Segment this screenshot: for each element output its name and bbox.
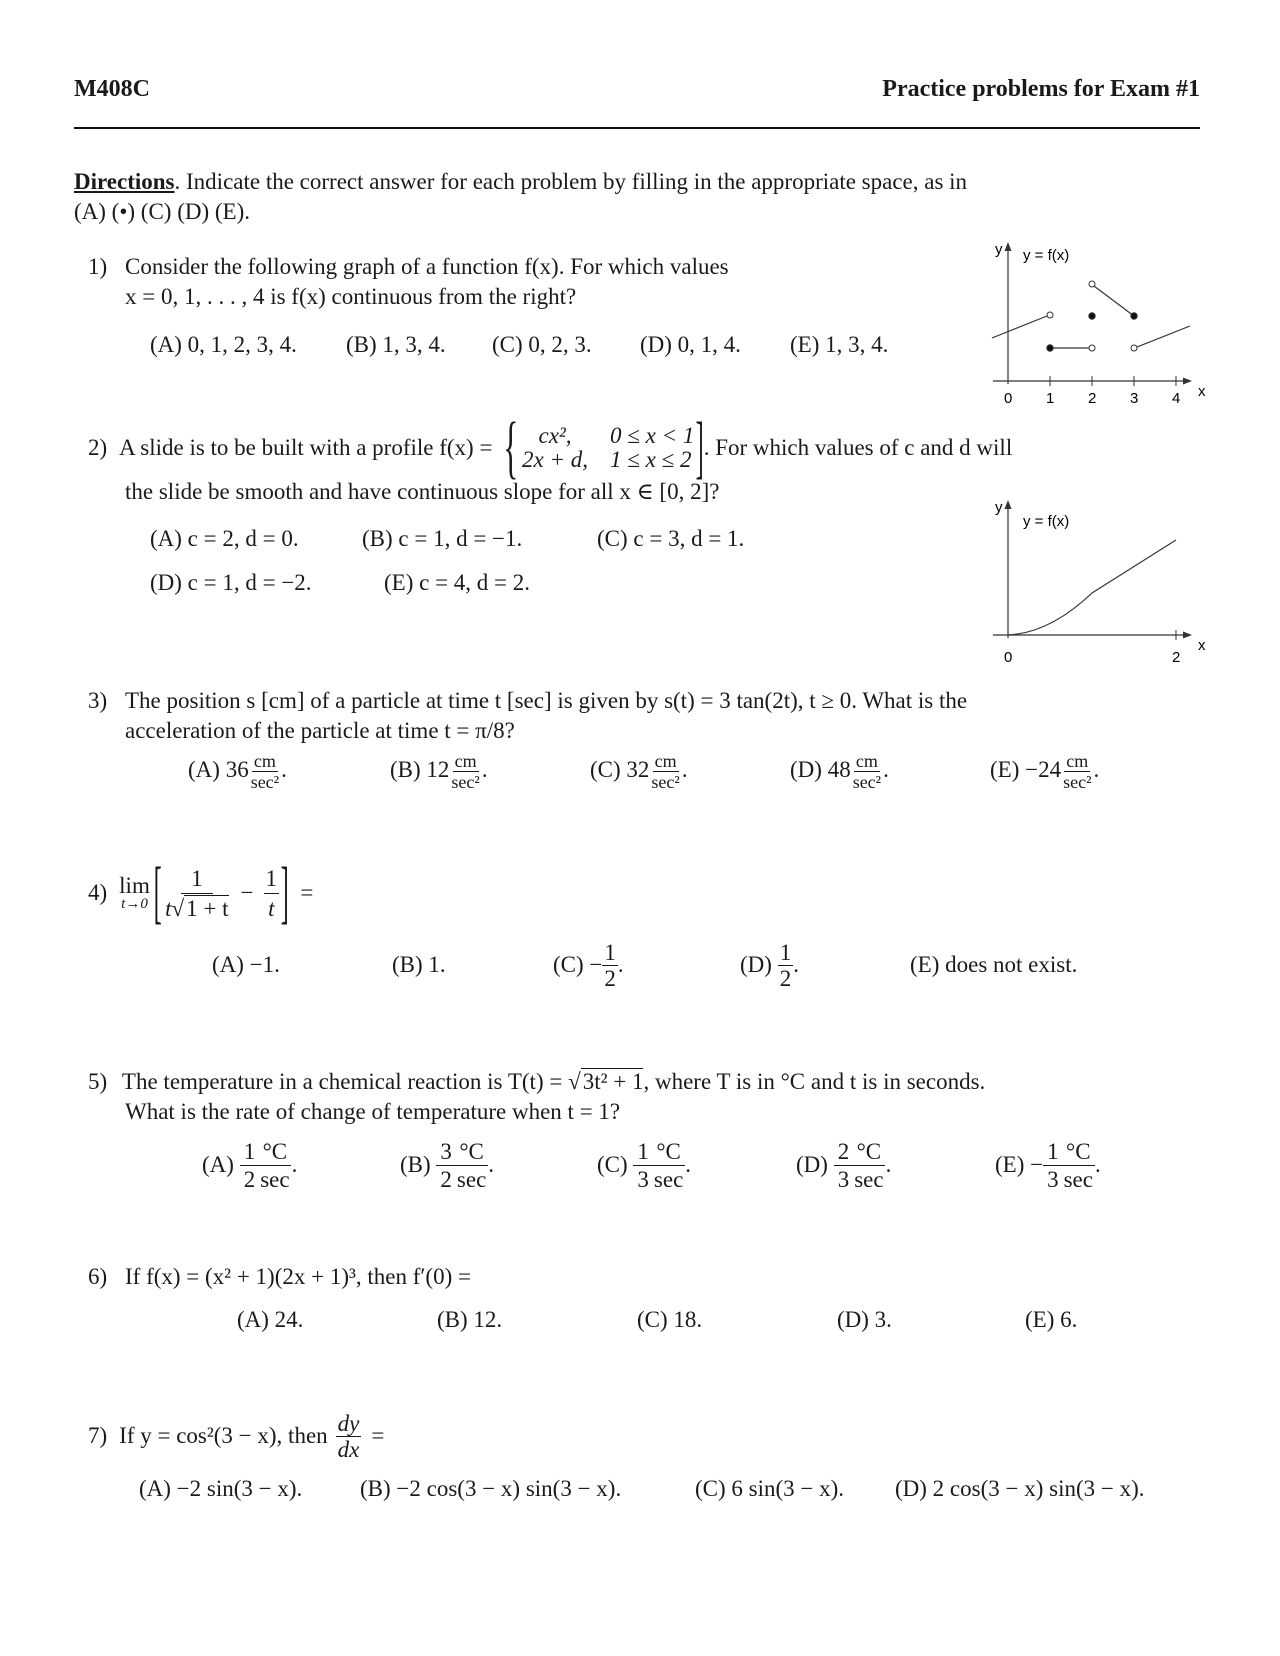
problem-4-number: 4) <box>88 880 108 905</box>
unit-num: °C <box>259 1140 292 1166</box>
unit-num: cm <box>253 751 276 771</box>
graph1-open-point <box>1089 281 1095 287</box>
equals-sign: = <box>371 1423 385 1448</box>
problem-5-radicand: 3t² + 1 <box>582 1069 644 1094</box>
choice-label: (C) <box>553 952 584 977</box>
problem-2-line1: 2) A slide is to be built with a profile f(x) = { cx², 0 ≤ x < 1 2x + d, 1 ≤ x ≤ 2 ] . For which values of c and d will <box>88 409 1013 486</box>
problem-4-choice-c[interactable]: (C) − $\frac{1}{2}$ . <box>553 939 624 991</box>
problem-4-fraction-2 <box>264 867 280 920</box>
problem-1-graph <box>985 240 1215 415</box>
case2-expr: 2x + d, <box>522 447 589 472</box>
choice-text: −1. <box>249 952 280 977</box>
choice-value: −24 <box>1025 756 1062 782</box>
limit-label: lim <box>119 873 150 898</box>
unit-num: cm <box>855 751 878 771</box>
graph2-x-label: x <box>1198 637 1206 654</box>
graph1-open-point <box>1089 345 1095 351</box>
unit-den: sec² <box>651 772 680 792</box>
choice-label: (A) <box>202 1152 234 1177</box>
fraction-2-den: t <box>268 895 275 921</box>
choice-label: (A) <box>212 952 244 977</box>
problem-2-tail: . For which values of c and d will <box>703 435 1013 460</box>
problem-3-choice-a[interactable]: (A) 36 $\frac{cm}{\text{sec²}}$ . <box>188 751 287 792</box>
num-value: 1 <box>243 1138 256 1164</box>
problem-4-choice-d[interactable]: (D) $\frac{1}{2}$ . <box>740 939 799 991</box>
problem-3-choice-e[interactable]: (E) −24 $\frac{cm}{\text{sec²}}$ . <box>990 751 1100 792</box>
page-title: Practice problems for Exam #1 <box>882 76 1200 102</box>
problem-5-choice-c[interactable]: (C) $\frac{1}{3}$ $\frac{^\circ C}{\sec}$ . <box>597 1138 692 1192</box>
unit-den: sec² <box>852 772 882 792</box>
problem-5-line1-a: The temperature in a chemical reaction is T(t) = <box>121 1069 563 1094</box>
problem-5-line2: What is the rate of change of temperature when t = 1? <box>125 1099 621 1124</box>
problem-4-expression: 4) lim t→0 [ $\frac{1}{t√1 + t}$ − $\frac{1}{t}$ ] = <box>88 854 314 931</box>
problem-2-choice-d[interactable]: (D) c = 1, d = −2. <box>150 570 312 595</box>
problem-2-choice-a[interactable]: (A) c = 2, d = 0. <box>150 526 299 551</box>
choice-num <box>1043 1140 1063 1166</box>
fraction-2-num: 1 <box>264 867 280 894</box>
unit-num: cm <box>454 751 477 771</box>
problem-2-choice-b[interactable]: (B) c = 1, d = −1. <box>362 526 523 551</box>
directions <box>74 167 967 197</box>
choice-label: (B) <box>400 1152 431 1177</box>
problem-7-number: 7) <box>88 1423 108 1448</box>
graph1-x-label: x <box>1198 383 1206 400</box>
choice-sign: − <box>1030 1152 1044 1177</box>
graph2-tick-2: 2 <box>1172 649 1181 666</box>
fraction-1-den-rad: 1 + t <box>186 895 229 921</box>
problem-2-lead: A slide is to be built with a profile f(x) = <box>119 435 493 460</box>
choice-value: 48 <box>827 756 851 782</box>
num-value: 1 <box>1047 1138 1059 1164</box>
choice-num: 1 <box>779 939 792 965</box>
problem-1-line2: x = 0, 1, . . . , 4 is f(x) continuous from the right? <box>125 284 577 309</box>
problem-4-choice-b[interactable] <box>392 952 446 978</box>
problem-3-choice-c[interactable]: (C) 32 $\frac{cm}{\text{sec²}}$ . <box>590 751 688 792</box>
unit-den: sec² <box>1063 772 1092 792</box>
graph2-y-arrow <box>1005 500 1012 509</box>
choice-label: (D) <box>790 756 822 782</box>
choice-value: 36 <box>225 756 249 782</box>
unit-num: cm <box>1066 751 1089 771</box>
problem-6-choice-c[interactable]: (C) 18. <box>637 1307 703 1332</box>
graph2-x-arrow <box>1183 632 1192 639</box>
graph1-tick-3: 3 <box>1130 390 1139 407</box>
graph2-tick-0: 0 <box>1004 649 1013 666</box>
unit-den: sec² <box>451 772 480 792</box>
graph1-func-label: y = f(x) <box>1023 247 1070 264</box>
choice-num <box>436 1140 456 1166</box>
choice-label: (B) <box>392 952 423 977</box>
problem-1-choice-b[interactable]: (B) 1, 3, 4. <box>346 332 446 357</box>
problem-7-line1 <box>88 1406 384 1466</box>
equals-sign: = <box>300 880 314 905</box>
num-value: 3 <box>440 1138 452 1164</box>
problem-7-choice-a[interactable]: (A) −2 sin(3 − x). <box>139 1476 303 1501</box>
choice-label: (E) <box>910 952 940 977</box>
unit-num: cm <box>654 751 677 771</box>
den-value: 3 <box>637 1166 649 1192</box>
choice-text: 1. <box>428 952 446 977</box>
choice-num <box>834 1140 854 1166</box>
choice-value: 32 <box>626 756 650 782</box>
case1-cond: 0 ≤ x < 1 <box>610 423 695 448</box>
unit-den: sec <box>653 1166 684 1192</box>
problem-7-line1-a: If y = cos²(3 − x), then <box>119 1423 328 1448</box>
dy: dy <box>337 1410 360 1436</box>
graph1-points <box>1047 281 1137 351</box>
choice-label: (B) <box>390 756 421 782</box>
problem-1-line1: Consider the following graph of a function f(x). For which values <box>125 254 729 279</box>
graph2-curve <box>1008 540 1176 635</box>
problem-2-cases <box>522 424 694 472</box>
graph2-y-label: y <box>995 499 1003 516</box>
problem-3-line1: The position s [cm] of a particle at time t [sec] is given by s(t) = 3 tan(2t), t ≥ 0. What is the <box>125 688 968 713</box>
problem-2-line2: the slide be smooth and have continuous slope for all x ∈ [0, 2]? <box>125 479 720 504</box>
graph1-filled-point <box>1047 345 1053 351</box>
graph1-tick-4: 4 <box>1172 390 1181 407</box>
choice-label: (C) <box>597 1152 628 1177</box>
problem-7-choice-c[interactable]: (C) 6 sin(3 − x). <box>695 1476 845 1501</box>
unit-num: °C <box>652 1140 685 1166</box>
graph1-filled-point <box>1089 313 1095 319</box>
choice-sign: − <box>589 952 603 977</box>
den-value: 3 <box>837 1166 850 1192</box>
directions-text: . Indicate the correct answer for each problem by filling in the appropriate space, as in <box>174 169 968 194</box>
unit-num: °C <box>853 1140 886 1166</box>
den-value: 2 <box>243 1166 256 1192</box>
choice-label: (E) <box>995 1152 1025 1177</box>
problem-6-number: 6) <box>88 1264 108 1289</box>
problem-4-fraction-1: $\frac{1}{t√1 + t}$ <box>165 865 229 921</box>
minus-sign: − <box>240 880 254 905</box>
directions-example: (A) (•) (C) (D) (E). <box>74 199 251 224</box>
problem-3-choice-b[interactable]: (B) 12 $\frac{cm}{\text{sec²}}$ . <box>390 751 488 792</box>
fraction-1-num: 1 <box>181 867 213 894</box>
choice-label: (D) <box>740 952 772 977</box>
den-value: 3 <box>1047 1166 1059 1192</box>
graph1-y-arrow <box>1005 242 1012 251</box>
problem-5-line1: 5) The temperature in a chemical reaction is T(t) = √3t² + 1, where T is in °C and t is in seconds. <box>88 1069 986 1094</box>
problem-7-choice-b[interactable]: (B) −2 cos(3 − x) sin(3 − x). <box>360 1476 622 1501</box>
choice-text: does not exist. <box>945 952 1078 977</box>
unit-den: sec <box>456 1166 487 1192</box>
graph1-y-label: y <box>995 241 1003 258</box>
header-rule <box>74 127 1200 129</box>
problem-5-number: 5) <box>88 1069 108 1094</box>
choice-value: 12 <box>426 756 450 782</box>
graph1-tick-1: 1 <box>1046 390 1055 407</box>
graph1-filled-point <box>1131 313 1137 319</box>
case2-cond: 1 ≤ x ≤ 2 <box>610 447 692 472</box>
choice-label: (A) <box>188 756 220 782</box>
problem-1-choice-a[interactable]: (A) 0, 1, 2, 3, 4. <box>150 332 297 357</box>
unit-den: sec <box>1063 1166 1093 1192</box>
graph1-x-arrow <box>1183 378 1192 385</box>
graph1-open-point <box>1131 345 1137 351</box>
unit-num: °C <box>1062 1140 1095 1166</box>
course-code: M408C <box>74 76 150 102</box>
dx: dx <box>337 1436 360 1462</box>
choice-num <box>240 1140 260 1166</box>
problem-7-choice-d[interactable]: (D) 2 cos(3 − x) sin(3 − x). <box>895 1476 1145 1501</box>
choice-num: 1 <box>604 939 616 965</box>
problem-5-line1-b: , where T is in °C and t is in seconds. <box>643 1069 986 1094</box>
graph1-tick-2: 2 <box>1088 390 1097 407</box>
problem-5-choice-a[interactable]: (A) $\frac{1}{2}$ $\frac{^\circ C}{\sec}$ . <box>202 1138 298 1192</box>
problem-6-choice-e[interactable]: (E) 6. <box>1025 1307 1078 1332</box>
choice-label: (D) <box>796 1152 828 1177</box>
problem-4-choice-a[interactable] <box>212 952 280 978</box>
unit-den: sec <box>854 1166 884 1192</box>
problem-3-number: 3) <box>88 688 108 713</box>
unit-num: °C <box>455 1140 488 1166</box>
problem-1-choice-d[interactable]: (D) 0, 1, 4. <box>640 332 741 357</box>
problem-2-choice-e[interactable]: (E) c = 4, d = 2. <box>384 570 531 595</box>
problem-2-number: 2) <box>88 435 108 460</box>
choice-label: (E) <box>990 756 1020 782</box>
choice-den: 2 <box>779 965 792 991</box>
num-value: 1 <box>637 1138 649 1164</box>
problem-5-choice-b[interactable]: (B) $\frac{3}{2}$ $\frac{^\circ C}{\sec}$ . <box>400 1138 495 1192</box>
unit-den: sec² <box>250 772 280 792</box>
problem-1-number: 1) <box>88 254 108 279</box>
problem-6-line1: If f(x) = (x² + 1)(2x + 1)³, then f′(0) = <box>125 1264 471 1289</box>
den-value: 2 <box>440 1166 452 1192</box>
problem-6-choice-d[interactable]: (D) 3. <box>837 1307 892 1332</box>
problem-1-choice-e[interactable]: (E) 1, 3, 4. <box>790 332 889 357</box>
directions-label: Directions <box>74 169 175 194</box>
problem-1-choice-c[interactable]: (C) 0, 2, 3. <box>492 332 592 357</box>
fraction-1-den-t: t <box>165 895 172 921</box>
unit-den: sec <box>260 1166 290 1192</box>
graph2-func-label: y = f(x) <box>1023 513 1070 530</box>
problem-6-choice-a[interactable]: (A) 24. <box>237 1307 304 1332</box>
problem-3-choice-d[interactable]: (D) 48 $\frac{cm}{\text{sec²}}$ . <box>790 751 889 792</box>
num-value: 2 <box>837 1138 850 1164</box>
problem-4-choice-e[interactable] <box>910 952 1077 978</box>
case1-expr: cx², <box>538 423 572 448</box>
problem-5-choice-e[interactable]: (E) − $\frac{1}{3}$ $\frac{^\circ C}{\sec}$ . <box>995 1138 1101 1192</box>
limit-sub: t→0 <box>121 896 148 912</box>
problem-2-graph <box>985 498 1215 668</box>
problem-5-choice-d[interactable]: (D) $\frac{2}{3}$ $\frac{^\circ C}{\sec}$ . <box>796 1138 892 1192</box>
problem-6-choice-b[interactable]: (B) 12. <box>437 1307 503 1332</box>
choice-num <box>633 1140 653 1166</box>
problem-2-choice-c[interactable]: (C) c = 3, d = 1. <box>597 526 745 551</box>
choice-den: 2 <box>604 965 616 991</box>
problem-3-line2: acceleration of the particle at time t = π/8? <box>125 718 515 743</box>
graph1-tick-0: 0 <box>1004 390 1013 407</box>
choice-label: (C) <box>590 756 621 782</box>
graph1-open-point <box>1047 312 1053 318</box>
